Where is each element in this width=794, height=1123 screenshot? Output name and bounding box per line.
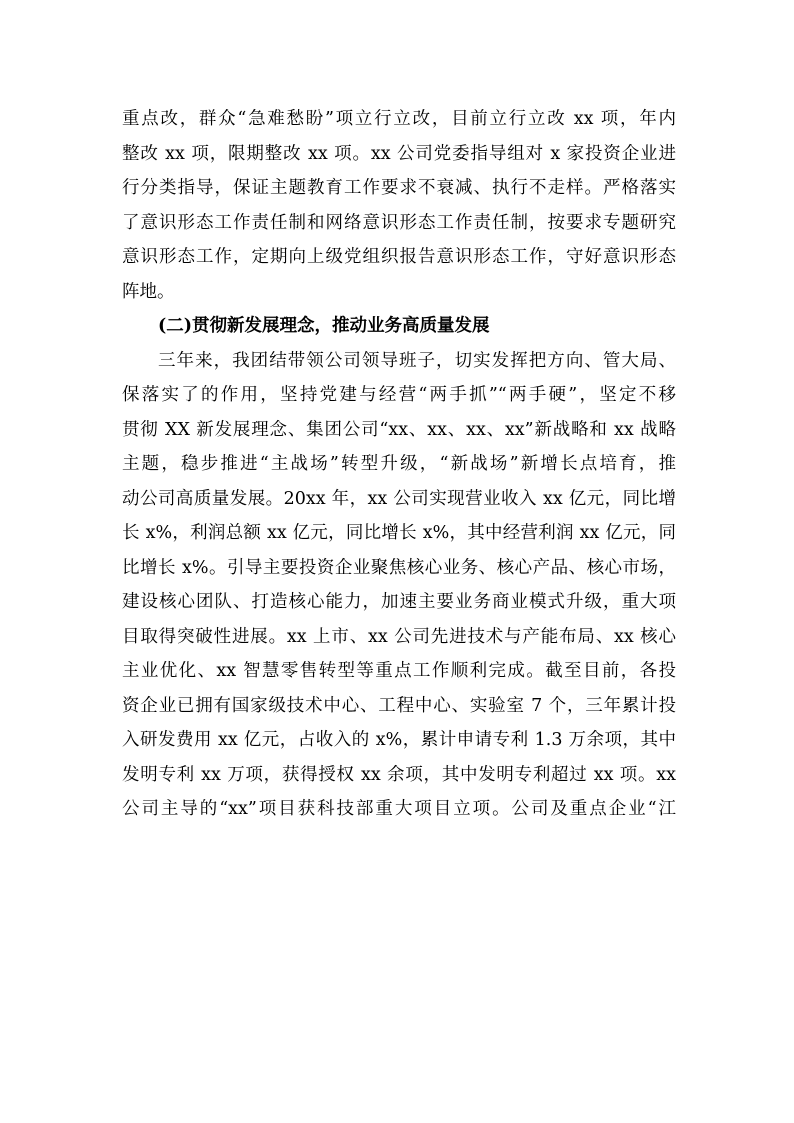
text-line: 行分类指导，保证主题教育工作要求不衰减、执行不走样。严格落实 <box>122 178 676 198</box>
text-line: 整改 xx 项，限期整改 xx 项。xx 公司党委指导组对 x 家投资企业进 <box>122 143 676 164</box>
text-line: 贯彻 XX 新发展理念、集团公司“xx、xx、xx、xx”新战略和 xx 战略 <box>122 419 676 440</box>
text-line: 入研发费用 xx 亿元，占收入的 x%，累计申请专利 1.3 万余项，其中 <box>122 730 676 750</box>
text-line: 主题，稳步推进“主战场”转型升级，“新战场”新增长点培育，推 <box>122 454 676 474</box>
text-line: 了意识形态工作责任制和网络意识形态工作责任制，按要求专题研究 <box>122 212 676 233</box>
paragraph <box>122 344 676 827</box>
text-line: 动公司高质量发展。20xx 年，xx 公司实现营业收入 xx 亿元，同比增 <box>122 488 676 509</box>
text-line: 资企业已拥有国家级技术中心、工程中心、实验室 7 个，三年累计投 <box>122 695 676 716</box>
text-line: 公司主导的“xx”项目获科技部重大项目立项。公司及重点企业“江 <box>122 799 676 819</box>
section-heading: (二)贯彻新发展理念，推动业务高质量发展 <box>158 316 490 336</box>
document-body <box>122 102 676 827</box>
text-line: 建设核心团队、打造核心能力，加速主要业务商业模式升级，重大项 <box>122 592 676 612</box>
paragraph <box>122 102 676 309</box>
text-line: 保落实了的作用，坚持党建与经营“两手抓”“两手硬”，坚定不移 <box>122 385 676 405</box>
text-line: 长 x%，利润总额 xx 亿元，同比增长 x%，其中经营利润 xx 亿元，同 <box>122 523 676 543</box>
text-line: 阵地。 <box>122 281 175 302</box>
text-line: 主业优化、xx 智慧零售转型等重点工作顺利完成。截至目前，各投 <box>122 661 676 681</box>
text-line: 重点改，群众“急难愁盼”项立行立改，目前立行立改 xx 项，年内 <box>122 109 676 129</box>
text-line: 发明专利 xx 万项，获得授权 xx 余项，其中发明专利超过 xx 项。xx <box>122 764 676 785</box>
text-line: 三年来，我团结带领公司领导班子，切实发挥把方向、管大局、 <box>158 350 676 371</box>
text-line: 目取得突破性进展。xx 上市、xx 公司先进技术与产能布局、xx 核心 <box>122 626 676 647</box>
text-line: 比增长 x%。引导主要投资企业聚焦核心业务、核心产品、核心市场， <box>122 557 676 578</box>
text-line: 意识形态工作，定期向上级党组织报告意识形态工作，守好意识形态 <box>122 247 676 267</box>
